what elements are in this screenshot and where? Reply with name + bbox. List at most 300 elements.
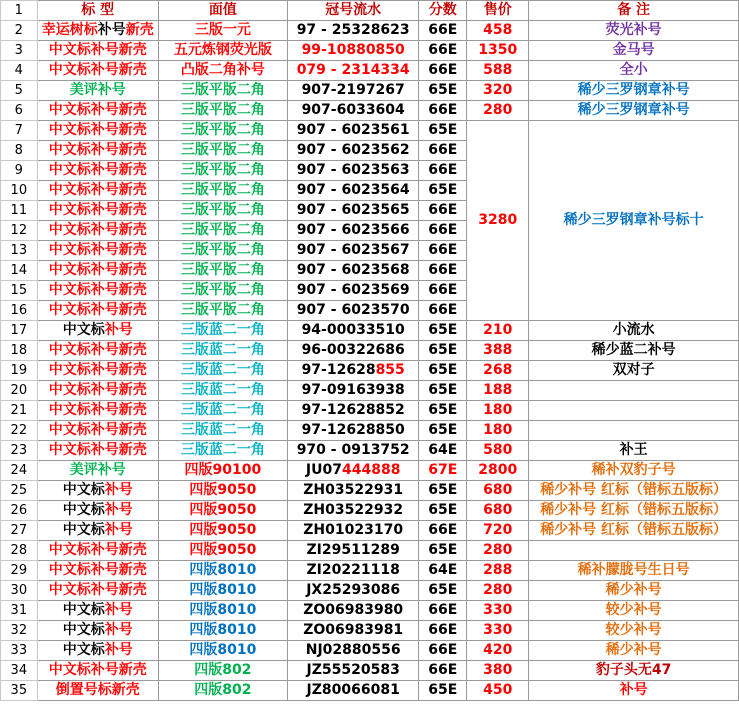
type-cell[interactable] (37, 501, 158, 521)
type-text: 中文标补号新壳 (48, 142, 147, 158)
note-cell[interactable]: 稀少三罗钢章补号 (529, 81, 739, 101)
type-text: 中文标 (62, 642, 105, 658)
type-text: 中文标补号新壳 (48, 542, 147, 558)
type-cell[interactable] (37, 621, 158, 641)
row-number[interactable]: 13 (1, 241, 38, 261)
type-text: 补号 (104, 622, 133, 638)
note-cell[interactable]: 稀少补号 (529, 641, 739, 661)
table-row (1, 641, 739, 661)
type-text: 中文标补号新壳 (48, 302, 147, 318)
grade-cell[interactable]: 64E (419, 561, 467, 581)
note-cell[interactable]: 金马号 (529, 41, 739, 61)
face-value-cell[interactable]: 四版802 (158, 661, 287, 681)
note-cell[interactable] (529, 541, 739, 561)
face-value-cell[interactable]: 四版90100 (158, 461, 287, 481)
row-number[interactable]: 19 (1, 361, 38, 381)
row-number[interactable]: 6 (1, 101, 38, 121)
serial-cell[interactable] (288, 541, 419, 561)
grade-cell[interactable]: 66E (419, 281, 467, 301)
price-cell[interactable]: 330 (467, 601, 529, 621)
note-cell[interactable] (529, 381, 739, 401)
table-row (1, 541, 739, 561)
face-value-cell[interactable]: 四版802 (158, 681, 287, 701)
grade-cell[interactable]: 66E (419, 621, 467, 641)
type-cell[interactable] (37, 561, 158, 581)
price-cell[interactable]: 210 (467, 321, 529, 341)
row-number[interactable]: 29 (1, 561, 38, 581)
table-row (1, 381, 739, 401)
table-row (1, 401, 739, 421)
type-cell[interactable] (37, 601, 158, 621)
serial-text: 907 - 6023567 (296, 242, 410, 258)
type-cell[interactable] (37, 581, 158, 601)
serial-text: 907 - 6023566 (296, 222, 410, 238)
grade-cell[interactable]: 65E (419, 341, 467, 361)
type-text: 中文标 (62, 502, 105, 518)
grade-cell[interactable]: 66E (419, 161, 467, 181)
grade-cell[interactable]: 66E (419, 221, 467, 241)
serial-text: 99-10880850 (301, 42, 405, 58)
type-text: 幸运树标 (41, 22, 98, 38)
header-price[interactable]: 售价 (467, 1, 529, 21)
face-value-cell[interactable]: 四版8010 (158, 621, 287, 641)
serial-text: ZH01023170 (303, 522, 404, 538)
price-cell[interactable]: 388 (467, 341, 529, 361)
face-value-cell[interactable]: 三版一元 (158, 21, 287, 41)
type-cell[interactable] (37, 81, 158, 101)
row-number[interactable]: 21 (1, 401, 38, 421)
table-row (1, 341, 739, 361)
serial-cell[interactable] (288, 301, 419, 321)
note-cell[interactable]: 稀少补号 红标（错标五版标） (529, 521, 739, 541)
note-cell[interactable]: 较少补号 (529, 621, 739, 641)
note-cell[interactable]: 稀补双豹子号 (529, 461, 739, 481)
price-cell[interactable]: 580 (467, 441, 529, 461)
note-cell[interactable]: 稀补朦胧号生日号 (529, 561, 739, 581)
price-cell[interactable]: 280 (467, 101, 529, 121)
grade-cell[interactable]: 66E (419, 601, 467, 621)
type-text: 中文标 (62, 322, 105, 338)
row-number[interactable]: 1 (1, 1, 38, 21)
grade-cell[interactable]: 65E (419, 181, 467, 201)
row-number[interactable]: 27 (1, 521, 38, 541)
grade-cell[interactable]: 66E (419, 61, 467, 81)
table-row (1, 681, 739, 701)
grade-cell[interactable]: 66E (419, 261, 467, 281)
serial-text: 907 - 6023564 (296, 182, 410, 198)
price-cell[interactable]: 2800 (467, 461, 529, 481)
note-cell[interactable]: 稀少补号 红标（错标五版标） (529, 501, 739, 521)
type-cell[interactable] (37, 141, 158, 161)
price-cell[interactable]: 280 (467, 581, 529, 601)
serial-text: 079 - 2314334 (296, 62, 410, 78)
table-row (1, 481, 739, 501)
price-cell[interactable]: 280 (467, 541, 529, 561)
price-cell[interactable]: 1350 (467, 41, 529, 61)
price-cell[interactable]: 588 (467, 61, 529, 81)
row-number[interactable]: 20 (1, 381, 38, 401)
face-value-cell[interactable]: 三版平版二角 (158, 121, 287, 141)
row-number[interactable]: 32 (1, 621, 38, 641)
table-row (1, 41, 739, 61)
note-cell[interactable]: 双对子 (529, 361, 739, 381)
row-number[interactable]: 23 (1, 441, 38, 461)
type-cell[interactable] (37, 321, 158, 341)
serial-text: 907-2197267 (301, 82, 405, 98)
serial-cell[interactable] (288, 81, 419, 101)
type-text: 补号 (104, 482, 133, 498)
serial-cell[interactable] (288, 681, 419, 701)
face-value-cell[interactable]: 四版8010 (158, 581, 287, 601)
serial-cell[interactable] (288, 461, 419, 481)
type-text: 中文标补号新壳 (48, 102, 147, 118)
merged-price-cell[interactable]: 3280 (467, 121, 529, 321)
serial-cell[interactable] (288, 221, 419, 241)
serial-text: ZO06983980 (303, 602, 404, 618)
face-value-cell[interactable]: 三版平版二角 (158, 81, 287, 101)
type-text: 中文标补号新壳 (48, 182, 147, 198)
grade-cell[interactable]: 66E (419, 661, 467, 681)
serial-cell[interactable] (288, 321, 419, 341)
type-text: 中文标补号新壳 (48, 222, 147, 238)
type-cell[interactable] (37, 541, 158, 561)
serial-text: 97-12628850 (301, 422, 405, 438)
grade-cell[interactable]: 65E (419, 381, 467, 401)
note-cell[interactable]: 稀少补号 红标（错标五版标） (529, 481, 739, 501)
grade-cell[interactable]: 65E (419, 361, 467, 381)
type-cell[interactable] (37, 341, 158, 361)
type-text: 补号 (104, 642, 133, 658)
serial-text: JZ55520583 (306, 662, 400, 678)
note-cell[interactable] (529, 421, 739, 441)
face-value-cell[interactable]: 三版平版二角 (158, 261, 287, 281)
serial-cell[interactable] (288, 341, 419, 361)
serial-cell[interactable] (288, 621, 419, 641)
grade-cell[interactable]: 66E (419, 101, 467, 121)
type-text: 补号 (97, 22, 126, 38)
table-row (1, 461, 739, 481)
row-number[interactable]: 30 (1, 581, 38, 601)
grade-cell[interactable]: 66E (419, 241, 467, 261)
row-number[interactable]: 17 (1, 321, 38, 341)
table-body (1, 1, 739, 701)
grade-cell[interactable]: 66E (419, 641, 467, 661)
type-cell[interactable] (37, 381, 158, 401)
face-value-cell[interactable]: 三版平版二角 (158, 141, 287, 161)
serial-cell[interactable] (288, 361, 419, 381)
serial-cell[interactable] (288, 441, 419, 461)
type-cell[interactable] (37, 221, 158, 241)
serial-text: 907 - 6023565 (296, 202, 410, 218)
face-value-cell[interactable]: 三版平版二角 (158, 101, 287, 121)
price-cell[interactable]: 450 (467, 681, 529, 701)
row-number[interactable]: 3 (1, 41, 38, 61)
serial-cell[interactable] (288, 641, 419, 661)
face-value-cell[interactable]: 三版蓝二一角 (158, 401, 287, 421)
header-grade[interactable]: 分数 (419, 1, 467, 21)
row-number[interactable]: 35 (1, 681, 38, 701)
note-cell[interactable]: 豹子头无47 (529, 661, 739, 681)
face-value-cell[interactable]: 四版8010 (158, 561, 287, 581)
price-cell[interactable]: 420 (467, 641, 529, 661)
face-value-cell[interactable]: 三版平版二角 (158, 301, 287, 321)
row-number[interactable]: 24 (1, 461, 38, 481)
type-cell[interactable] (37, 61, 158, 81)
type-text: 中文标 (62, 482, 105, 498)
grade-cell[interactable]: 66E (419, 301, 467, 321)
type-cell[interactable] (37, 181, 158, 201)
face-value-cell[interactable]: 四版8010 (158, 601, 287, 621)
type-text: 中文标补号新壳 (48, 342, 147, 358)
serial-cell[interactable] (288, 601, 419, 621)
type-cell[interactable] (37, 301, 158, 321)
price-cell[interactable]: 268 (467, 361, 529, 381)
note-cell[interactable]: 稀少蓝二补号 (529, 341, 739, 361)
header-note[interactable]: 备 注 (529, 1, 739, 21)
serial-cell[interactable] (288, 21, 419, 41)
note-cell[interactable]: 补王 (529, 441, 739, 461)
table-row (1, 521, 739, 541)
type-text: 中文标补号新壳 (48, 582, 147, 598)
face-value-cell[interactable]: 凸版二角补号 (158, 61, 287, 81)
header-serial[interactable]: 冠号流水 (288, 1, 419, 21)
type-text: 中文标补号新壳 (48, 62, 147, 78)
table-row (1, 561, 739, 581)
type-cell[interactable] (37, 681, 158, 701)
serial-text: 907 - 6023570 (296, 302, 410, 318)
face-value-cell[interactable]: 四版9050 (158, 501, 287, 521)
type-text: 中文标补号新壳 (48, 242, 147, 258)
row-number[interactable]: 25 (1, 481, 38, 501)
type-cell[interactable] (37, 101, 158, 121)
type-cell[interactable] (37, 21, 158, 41)
face-value-cell[interactable]: 四版9050 (158, 521, 287, 541)
type-cell[interactable] (37, 481, 158, 501)
serial-text: 907 - 6023562 (296, 142, 410, 158)
grade-cell[interactable]: 65E (419, 421, 467, 441)
serial-cell[interactable] (288, 141, 419, 161)
grade-cell[interactable]: 66E (419, 41, 467, 61)
header-type[interactable]: 标 型 (37, 1, 158, 21)
type-cell[interactable] (37, 441, 158, 461)
serial-cell[interactable] (288, 61, 419, 81)
row-number[interactable]: 2 (1, 21, 38, 41)
type-cell[interactable] (37, 261, 158, 281)
row-number[interactable]: 33 (1, 641, 38, 661)
face-value-cell[interactable]: 三版平版二角 (158, 281, 287, 301)
note-cell[interactable]: 补号 (529, 681, 739, 701)
serial-cell[interactable] (288, 661, 419, 681)
serial-cell[interactable] (288, 181, 419, 201)
row-number[interactable]: 31 (1, 601, 38, 621)
serial-cell[interactable] (288, 121, 419, 141)
type-text: 中文标补号新壳 (48, 262, 147, 278)
type-cell[interactable] (37, 661, 158, 681)
price-cell[interactable]: 330 (467, 621, 529, 641)
serial-text: 970 - 0913752 (296, 442, 410, 458)
price-cell[interactable]: 720 (467, 521, 529, 541)
row-number[interactable]: 8 (1, 141, 38, 161)
type-cell[interactable] (37, 521, 158, 541)
row-number[interactable]: 26 (1, 501, 38, 521)
table-row (1, 441, 739, 461)
grade-cell[interactable]: 65E (419, 121, 467, 141)
face-value-cell[interactable]: 四版9050 (158, 541, 287, 561)
face-value-cell[interactable]: 三版蓝二一角 (158, 381, 287, 401)
face-value-cell[interactable]: 三版蓝二一角 (158, 321, 287, 341)
price-cell[interactable]: 320 (467, 81, 529, 101)
row-number[interactable]: 14 (1, 261, 38, 281)
note-cell[interactable]: 全小 (529, 61, 739, 81)
grade-cell[interactable]: 66E (419, 21, 467, 41)
type-cell[interactable] (37, 201, 158, 221)
type-text: 中文标 (62, 602, 105, 618)
face-value-cell[interactable]: 三版平版二角 (158, 161, 287, 181)
row-number[interactable]: 11 (1, 201, 38, 221)
note-cell[interactable] (529, 401, 739, 421)
row-number[interactable]: 4 (1, 61, 38, 81)
note-cell[interactable]: 荧光补号 (529, 21, 739, 41)
row-number[interactable]: 28 (1, 541, 38, 561)
serial-cell[interactable] (288, 101, 419, 121)
serial-cell[interactable] (288, 401, 419, 421)
type-text: 补号 (104, 522, 133, 538)
type-text: 中文标补号新壳 (48, 442, 147, 458)
price-cell[interactable]: 288 (467, 561, 529, 581)
serial-text: 97-09163938 (301, 382, 405, 398)
type-text: 补号 (104, 322, 133, 338)
type-text: 中文标补号新壳 (48, 162, 147, 178)
face-value-cell[interactable]: 三版蓝二一角 (158, 421, 287, 441)
grade-cell[interactable]: 65E (419, 501, 467, 521)
header-face-value[interactable]: 面值 (158, 1, 287, 21)
grade-cell[interactable]: 65E (419, 481, 467, 501)
serial-cell[interactable] (288, 561, 419, 581)
face-value-cell[interactable]: 三版蓝二一角 (158, 441, 287, 461)
serial-cell[interactable] (288, 521, 419, 541)
type-text: 中文标补号新壳 (48, 422, 147, 438)
note-cell[interactable]: 稀少补号 (529, 581, 739, 601)
note-cell[interactable]: 稀少三罗钢章补号 (529, 101, 739, 121)
face-value-cell[interactable]: 三版平版二角 (158, 241, 287, 261)
face-value-cell[interactable]: 三版平版二角 (158, 221, 287, 241)
merged-note-cell[interactable]: 稀少三罗钢章补号标十 (529, 121, 739, 321)
grade-cell[interactable]: 65E (419, 681, 467, 701)
serial-cell[interactable] (288, 281, 419, 301)
row-number[interactable]: 12 (1, 221, 38, 241)
table-row (1, 21, 739, 41)
serial-cell[interactable] (288, 261, 419, 281)
type-cell[interactable] (37, 241, 158, 261)
type-text: 中文标补号新壳 (48, 202, 147, 218)
row-number[interactable]: 18 (1, 341, 38, 361)
serial-cell[interactable] (288, 481, 419, 501)
row-number[interactable]: 16 (1, 301, 38, 321)
serial-cell[interactable] (288, 501, 419, 521)
type-text: 中文标补号新壳 (48, 122, 147, 138)
grade-cell[interactable]: 64E (419, 441, 467, 461)
serial-cell[interactable] (288, 41, 419, 61)
table-row (1, 361, 739, 381)
serial-text: 907-6033604 (301, 102, 405, 118)
type-cell[interactable] (37, 641, 158, 661)
serial-cell[interactable] (288, 201, 419, 221)
table-row (1, 321, 739, 341)
face-value-cell[interactable]: 五元炼钢荧光版 (158, 41, 287, 61)
type-cell[interactable] (37, 421, 158, 441)
face-value-cell[interactable]: 三版平版二角 (158, 181, 287, 201)
type-text: 补号 (104, 602, 133, 618)
face-value-cell[interactable]: 三版平版二角 (158, 201, 287, 221)
row-number[interactable]: 22 (1, 421, 38, 441)
serial-cell[interactable] (288, 381, 419, 401)
price-cell[interactable]: 680 (467, 481, 529, 501)
type-cell[interactable] (37, 461, 158, 481)
price-cell[interactable]: 458 (467, 21, 529, 41)
row-number[interactable]: 10 (1, 181, 38, 201)
grade-cell[interactable]: 65E (419, 541, 467, 561)
grade-cell[interactable]: 65E (419, 81, 467, 101)
serial-cell[interactable] (288, 241, 419, 261)
price-cell[interactable]: 180 (467, 421, 529, 441)
type-text: 中文标补号新壳 (48, 282, 147, 298)
price-cell[interactable]: 380 (467, 661, 529, 681)
serial-text: 855 (375, 362, 405, 378)
note-cell[interactable]: 小流水 (529, 321, 739, 341)
row-number[interactable]: 9 (1, 161, 38, 181)
serial-cell[interactable] (288, 161, 419, 181)
grade-cell[interactable]: 65E (419, 321, 467, 341)
type-text: 中文标补号新壳 (48, 382, 147, 398)
type-cell[interactable] (37, 401, 158, 421)
grade-cell[interactable]: 66E (419, 141, 467, 161)
serial-text: 907 - 6023568 (296, 262, 410, 278)
grade-cell[interactable]: 67E (419, 461, 467, 481)
serial-text: NJ02880556 (305, 642, 401, 658)
face-value-cell[interactable]: 四版9050 (158, 481, 287, 501)
serial-text: JX25293086 (306, 582, 401, 598)
face-value-cell[interactable]: 三版蓝二一角 (158, 361, 287, 381)
serial-text: 907 - 6023561 (296, 122, 410, 138)
face-value-cell[interactable]: 三版蓝二一角 (158, 341, 287, 361)
price-cell[interactable]: 180 (467, 401, 529, 421)
grade-cell[interactable]: 66E (419, 521, 467, 541)
row-number[interactable]: 5 (1, 81, 38, 101)
type-cell[interactable] (37, 41, 158, 61)
row-number[interactable]: 7 (1, 121, 38, 141)
grade-cell[interactable]: 66E (419, 201, 467, 221)
grade-cell[interactable]: 65E (419, 401, 467, 421)
note-cell[interactable]: 较少补号 (529, 601, 739, 621)
type-cell[interactable] (37, 161, 158, 181)
type-cell[interactable] (37, 281, 158, 301)
serial-text: 97 - 25328623 (296, 22, 410, 38)
row-number[interactable]: 34 (1, 661, 38, 681)
table-row (1, 501, 739, 521)
type-cell[interactable] (37, 121, 158, 141)
serial-text: 907 - 6023563 (296, 162, 410, 178)
price-cell[interactable]: 188 (467, 381, 529, 401)
row-number[interactable]: 15 (1, 281, 38, 301)
serial-cell[interactable] (288, 421, 419, 441)
table-row (1, 101, 739, 121)
price-cell[interactable]: 680 (467, 501, 529, 521)
type-cell[interactable] (37, 361, 158, 381)
serial-cell[interactable] (288, 581, 419, 601)
grade-cell[interactable]: 65E (419, 581, 467, 601)
face-value-cell[interactable]: 四版8010 (158, 641, 287, 661)
serial-text: 97-12628852 (301, 402, 405, 418)
